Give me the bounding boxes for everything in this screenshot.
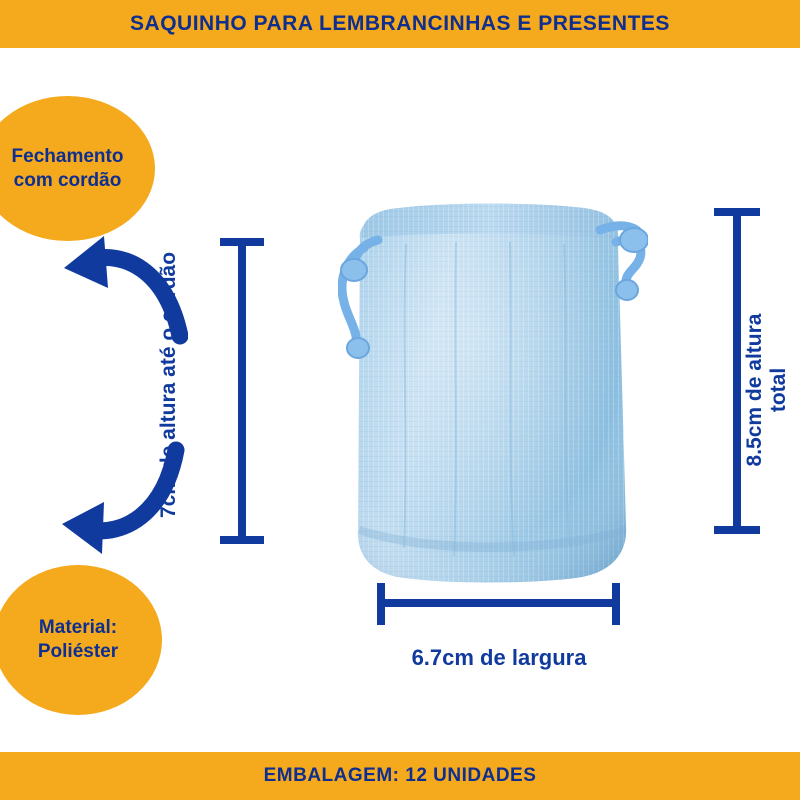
dim-7cm-bar: [238, 244, 246, 542]
bottom-banner-text: EMBALAGEM: 12 UNIDADES: [263, 765, 537, 786]
dim-7cm-bottom-cap: [220, 536, 264, 544]
dim-width-bar: [381, 599, 618, 607]
dim-85cm-bottom-cap: [714, 526, 760, 534]
top-banner: [0, 0, 800, 48]
dim-85cm-label: 8.5cm de altura total: [742, 313, 790, 467]
product-image: [338, 196, 648, 584]
dim-85cm-bar: [733, 214, 741, 532]
callout-closure-line1: Fechamento: [11, 145, 124, 167]
dim-width-label: 6.7cm de largura: [411, 645, 587, 670]
dim-width-right-cap: [612, 583, 620, 625]
pouch-body: [358, 212, 626, 583]
callout-closure-line2: com cordão: [13, 169, 122, 191]
bottom-banner: [0, 752, 800, 800]
top-banner-text: SAQUINHO PARA LEMBRANCINHAS E PRESENTES: [130, 12, 670, 35]
callout-material-line2: Poliéster: [37, 641, 119, 662]
callout-material-line1: Material:: [38, 617, 118, 639]
callout-closure: [0, 96, 155, 241]
dim-7cm-label: 7cm de altura até o cordão: [157, 251, 180, 519]
callout-material: [0, 565, 162, 715]
